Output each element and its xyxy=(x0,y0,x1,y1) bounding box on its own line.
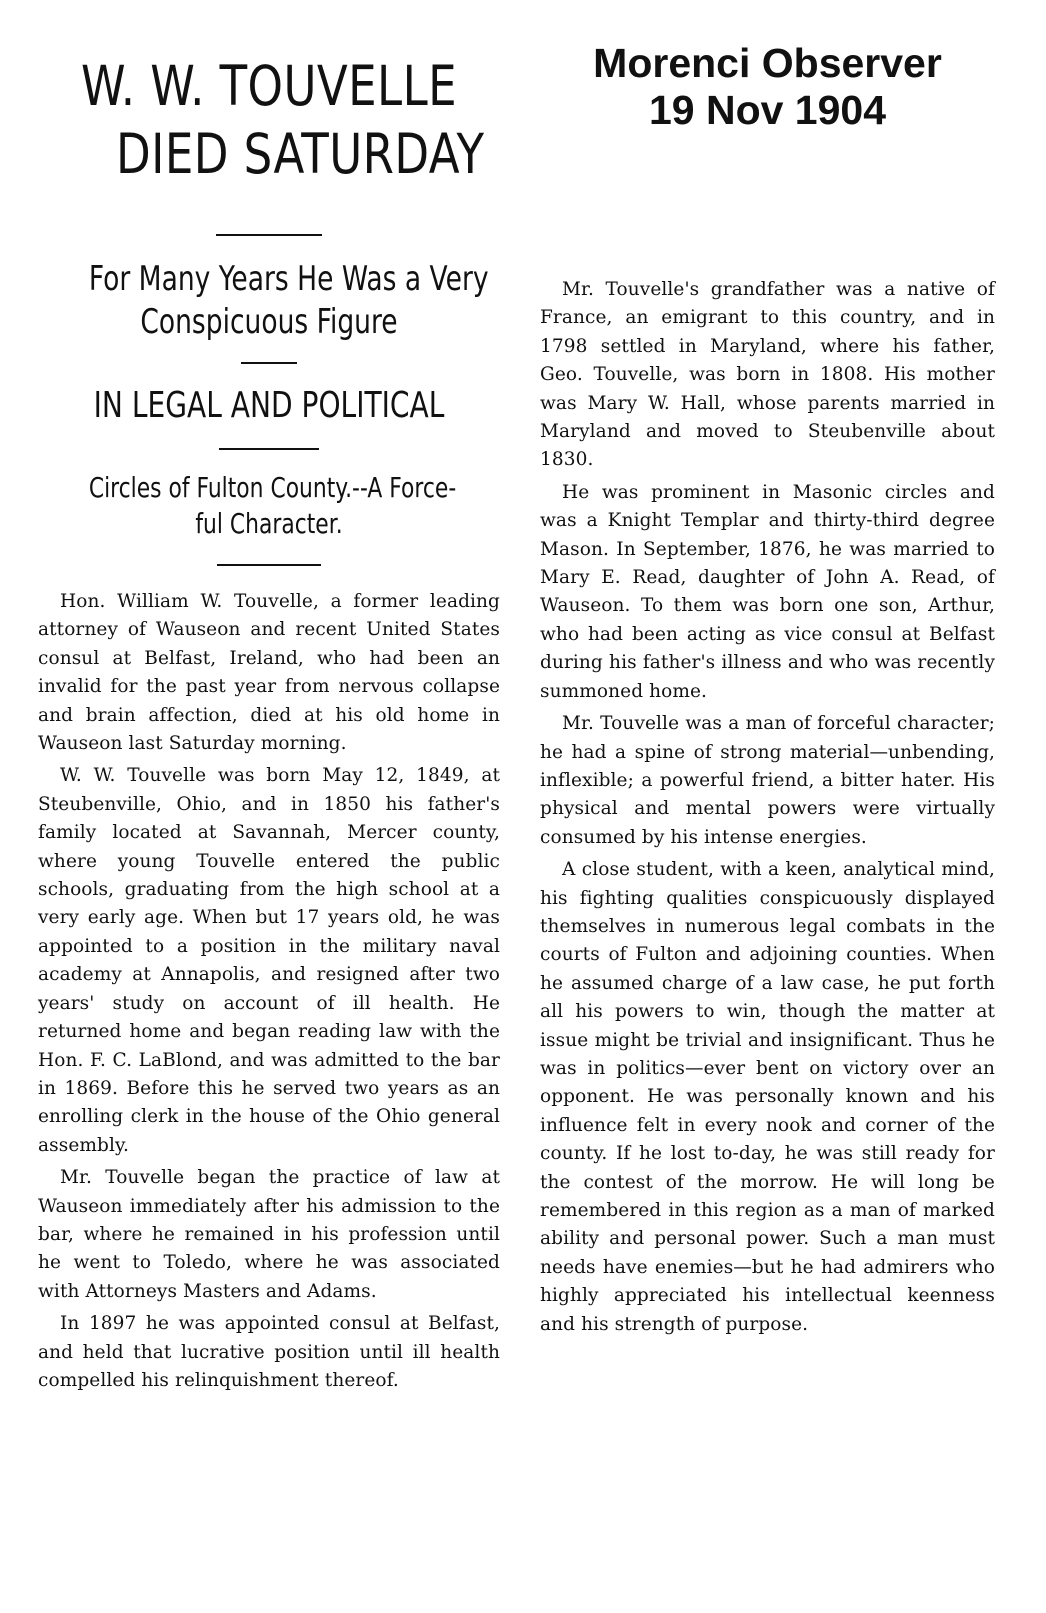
divider-rule xyxy=(241,362,297,364)
deck-line-2: Conspicuous Figure xyxy=(140,302,398,342)
headline-line-1: W. W. TOUVELLE xyxy=(80,54,458,118)
paragraph: W. W. Touvelle was born May 12, 1849, at Steubenville, Ohio, and in 1850 his father's family located at Savannah, Mercer county, where young Touvelle entered the public schools, graduating from the high school at a very early age. When but 17 years old, he was appointed to a position in the military naval academy at Annapolis, and resigned after two years' study on account of ill health. He returned home and began reading law with the Hon. F. C. LaBlond, and was admitted to the bar in 1869. Before this he served two years as an enrolling clerk in the house of the Ohio general assembly. xyxy=(38,765,500,1156)
paragraph: Mr. Touvelle began the practice of law at Wauseon immediately after his admission to the bar, where he remained in his profession until he went to Toledo, where he was associated with Attorneys Masters and Adams. xyxy=(38,1167,500,1302)
right-column xyxy=(540,40,995,1343)
divider-rule xyxy=(217,564,321,566)
deck-line-4: ful Character. xyxy=(195,507,343,540)
deck-line-1: For Many Years He Was a Very xyxy=(88,259,489,299)
left-body-text xyxy=(38,588,500,1395)
deck-line-3: Circles of Fulton County.--A Force- xyxy=(88,471,457,504)
deck-subhead: IN LEGAL AND POLITICAL xyxy=(93,385,445,426)
paragraph: Hon. William W. Touvelle, a former leading attorney of Wauseon and recent United States consul at Belfast, Ireland, who had been an invalid for the past year from nervous collapse and brain affection, died at his old home in Wauseon last Saturday morning. xyxy=(38,591,500,755)
headline-line-2: DIED SATURDAY xyxy=(115,122,485,186)
divider-rule xyxy=(219,448,319,450)
paragraph: In 1897 he was appointed consul at Belfast, and held that lucrative position until ill health compelled his relinquishment thereof. xyxy=(38,1313,500,1391)
paragraph: He was prominent in Masonic circles and was a Knight Templar and thirty-third degree Mason. In September, 1876, he was married to Mary E. Read, daughter of John A. Read, of Wauseon. To them was born one son, Arthur, who had been acting as vice consul at Belfast during his father's illness and who was recently summoned home. xyxy=(540,481,995,702)
right-body-text xyxy=(540,276,995,1339)
source-paper-name: Morenci Observer xyxy=(593,40,942,86)
left-column xyxy=(38,52,500,1399)
paragraph: A close student, with a keen, analytical mind, his fighting qualities conspicuously displayed themselves in numerous legal combats in the courts of Fulton and adjoining counties. When he assumed charge of a law case, he put forth all his powers to win, though the matter at issue might be trivial and insignificant. Thus he was in politics—ever bent on victory over an opponent. He was personally known and his influence felt in every nook and corner of the county. If he lost to-day, he was still ready for the contest of the morrow. He will long be remembered in this region as a man of marked ability and personal power. Such a man must needs have enemies—but he had admirers who highly appreciated his intellectual keenness and his strength of purpose. xyxy=(540,859,995,1335)
source-date: 19 Nov 1904 xyxy=(648,87,887,133)
paragraph: Mr. Touvelle was a man of forceful character; he had a spine of strong material—unbending, inflexible; a powerful friend, a bitter hater. His physical and mental powers were virtually consumed by his intense energies. xyxy=(540,713,995,848)
paragraph: Mr. Touvelle's grandfather was a native of France, an emigrant to this country, and in 1798 settled in Maryland, where his father, Geo. Touvelle, was born in 1808. His mother was Mary W. Hall, whose parents married in Maryland and moved to Steubenville about 1830. xyxy=(540,279,995,471)
divider-rule xyxy=(216,234,322,236)
